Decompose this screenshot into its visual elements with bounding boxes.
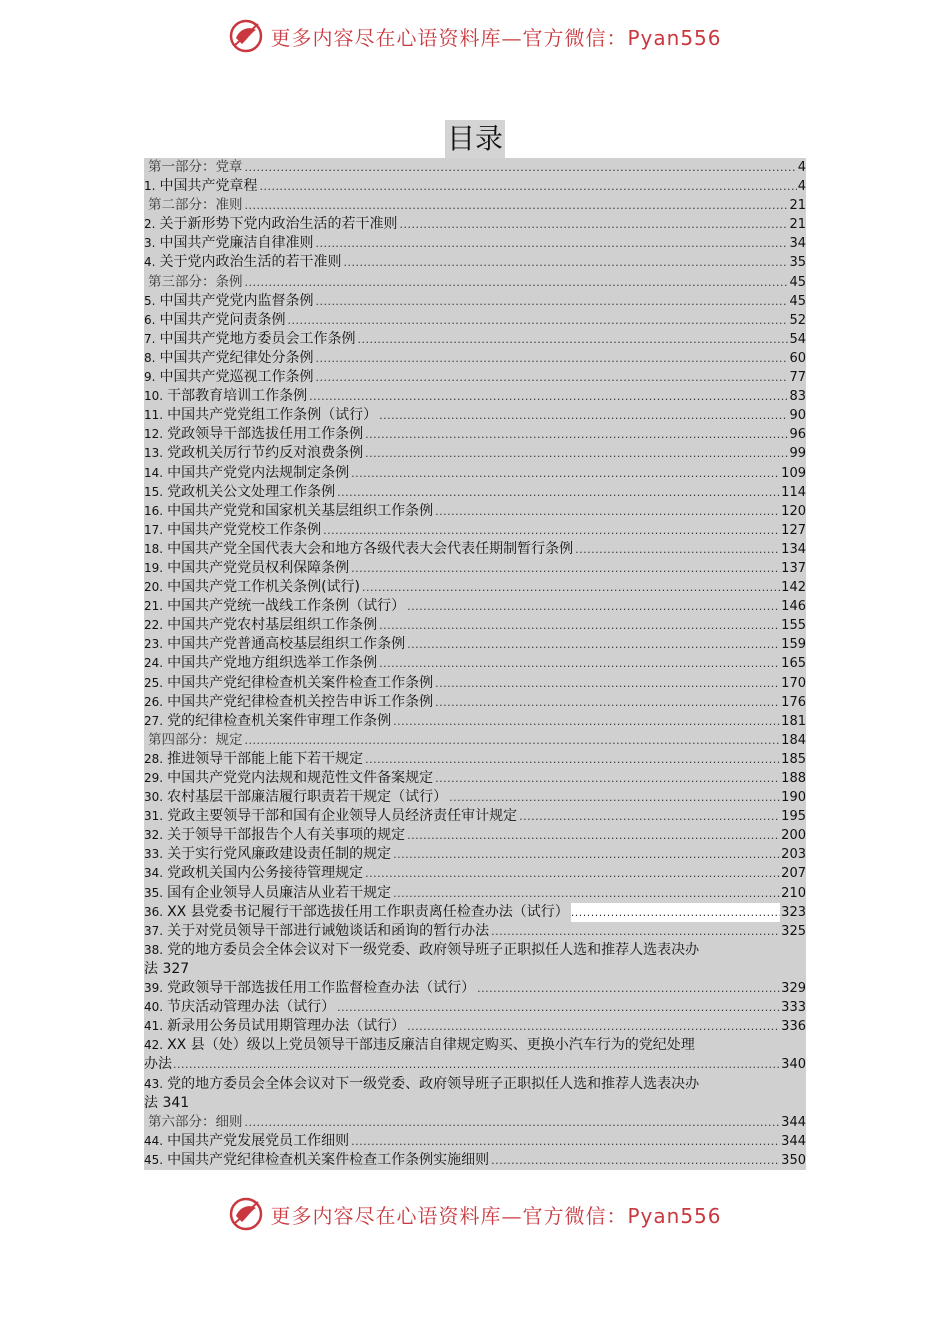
watermark-text: 更多内容尽在心语资料库—官方微信：Pyan556 bbox=[270, 1203, 722, 1228]
toc-entry-page: 185 bbox=[781, 751, 806, 767]
toc-entry-number: 14. bbox=[144, 465, 164, 480]
toc-entry[interactable] bbox=[144, 654, 806, 673]
toc-entry-number: 16. bbox=[144, 503, 164, 518]
toc-entry-page: 142 bbox=[781, 580, 806, 596]
toc-entry-number: 33. bbox=[144, 847, 164, 862]
toc-entry[interactable] bbox=[144, 540, 806, 559]
toc-entry-page: 114 bbox=[781, 484, 806, 500]
toc-entry-number: 27. bbox=[144, 713, 164, 728]
toc-entry-title: 中国共产党纪律检查机关案件检查工作条例 bbox=[167, 674, 434, 691]
toc-entry-title: 关于新形势下党内政治生活的若干准则 bbox=[159, 216, 398, 233]
dot-leader bbox=[407, 826, 780, 845]
toc-entry-title: 中国共产党党内法规制定条例 bbox=[167, 464, 350, 481]
dot-leader bbox=[379, 654, 780, 673]
dot-leader bbox=[393, 884, 780, 903]
toc-entry-number: 43. bbox=[144, 1076, 164, 1091]
toc-entry[interactable] bbox=[144, 922, 806, 941]
toc-entry-page: 188 bbox=[781, 771, 806, 786]
toc-entry-page: 134 bbox=[781, 541, 806, 557]
toc-entry-number: 12. bbox=[144, 427, 164, 442]
toc-entry-number: 17. bbox=[144, 522, 164, 537]
toc-entry-title-continued: 法 341 bbox=[144, 1094, 190, 1111]
toc-entry-title-continued: 办法 bbox=[144, 1056, 172, 1073]
toc-section[interactable] bbox=[144, 273, 806, 292]
toc-entry-number: 34. bbox=[144, 866, 164, 881]
toc-entry[interactable] bbox=[144, 979, 806, 998]
toc-entry-title: 中国共产党党校工作条例 bbox=[167, 521, 322, 538]
toc-entry-title: 党政机关厉行节约反对浪费条例 bbox=[167, 445, 364, 462]
toc-entry[interactable] bbox=[144, 177, 806, 196]
toc-entry-page: 333 bbox=[781, 1000, 806, 1016]
toc-entry-number: 45. bbox=[144, 1152, 164, 1167]
toc-entry[interactable] bbox=[144, 559, 806, 578]
toc-entry-title: XX 县（处）级以上党员领导干部违反廉洁自律规定购买、更换小汽车行为的党纪处理 bbox=[167, 1037, 695, 1054]
toc-entry-title: 中国共产党党员权利保障条例 bbox=[167, 559, 350, 576]
toc-entry-title: 中国共产党廉洁自律准则 bbox=[159, 235, 314, 252]
toc-entry-number: 26. bbox=[144, 694, 164, 709]
dot-leader bbox=[393, 845, 780, 864]
dot-leader bbox=[315, 368, 788, 387]
toc-entry-title: 中国共产党党和国家机关基层组织工作条例 bbox=[167, 502, 434, 519]
toc-entry-title: 推进领导干部能上能下若干规定 bbox=[167, 750, 364, 767]
toc-entry-title: 中国共产党问责条例 bbox=[159, 311, 286, 328]
toc-entry[interactable] bbox=[144, 788, 806, 807]
dot-leader bbox=[315, 292, 788, 311]
toc-entry-page: 35 bbox=[789, 255, 806, 271]
dot-leader bbox=[362, 578, 780, 597]
dot-leader bbox=[351, 559, 780, 578]
dot-leader bbox=[407, 597, 780, 616]
dot-leader bbox=[351, 464, 780, 483]
toc-entry-title: 党的地方委员会全体会议对下一级党委、政府领导班子正职拟任人选和推荐人选表决办 bbox=[167, 941, 700, 958]
toc-entry[interactable] bbox=[144, 292, 806, 311]
toc-entry-page: 181 bbox=[781, 713, 806, 729]
toc-entry-title: 关于对党员领导干部进行诫勉谈话和函询的暂行办法 bbox=[167, 922, 490, 939]
toc-entry[interactable] bbox=[144, 387, 806, 406]
toc-entry-number: 40. bbox=[144, 1000, 164, 1015]
toc-entry[interactable] bbox=[144, 253, 806, 272]
dot-leader bbox=[491, 922, 780, 941]
toc-entry-title: 党政机关公文处理工作条例 bbox=[167, 483, 336, 500]
toc-entry-page: 170 bbox=[781, 675, 806, 691]
dot-leader bbox=[245, 1113, 781, 1132]
toc-entry[interactable] bbox=[144, 750, 806, 769]
toc-entry-page: 21 bbox=[789, 198, 806, 214]
toc-entry[interactable] bbox=[144, 998, 806, 1017]
toc-section[interactable] bbox=[144, 158, 806, 177]
toc-entry[interactable] bbox=[144, 1132, 806, 1151]
toc-entry[interactable] bbox=[144, 941, 806, 979]
toc-entry-title: 干部教育培训工作条例 bbox=[167, 388, 308, 405]
toc-entry-page: 146 bbox=[781, 599, 806, 615]
toc-entry-title: 中国共产党纪律处分条例 bbox=[159, 349, 314, 366]
toc-entry-number: 13. bbox=[144, 446, 164, 461]
toc-entry-number: 5. bbox=[144, 293, 156, 308]
toc-entry-page: 340 bbox=[781, 1057, 806, 1073]
dot-leader bbox=[351, 1132, 780, 1151]
toc-entry-page: 90 bbox=[789, 408, 806, 424]
toc-entry-page: 45 bbox=[789, 293, 806, 309]
toc-entry-title: 中国共产党纪律检查机关控告申诉工作条例 bbox=[167, 693, 434, 710]
toc-entry-page: 195 bbox=[781, 809, 806, 825]
toc-section[interactable] bbox=[144, 196, 806, 215]
dot-leader bbox=[407, 1017, 780, 1036]
toc-entry-title: 农村基层干部廉洁履行职责若干规定（试行） bbox=[167, 789, 448, 806]
toc-entry-page: 184 bbox=[781, 732, 806, 748]
dot-leader bbox=[449, 788, 780, 807]
toc-entry-title: 中国共产党农村基层组织工作条例 bbox=[167, 617, 378, 634]
toc-entry-page: 127 bbox=[781, 522, 806, 538]
toc-entry-page: 4 bbox=[797, 160, 806, 175]
toc-entry-number: 19. bbox=[144, 560, 164, 575]
toc-entry[interactable] bbox=[144, 1075, 806, 1113]
toc-entry-title: 节庆活动管理办法（试行） bbox=[167, 999, 336, 1016]
toc-entry[interactable] bbox=[144, 884, 806, 903]
footer-watermark bbox=[0, 1194, 950, 1234]
dot-leader bbox=[173, 1055, 780, 1074]
toc-entry[interactable] bbox=[144, 864, 806, 883]
toc-entry[interactable] bbox=[144, 1017, 806, 1036]
logo-icon bbox=[228, 1196, 264, 1232]
toc-entry-page: 176 bbox=[781, 694, 806, 710]
toc-entry[interactable] bbox=[144, 368, 806, 387]
toc-entry[interactable] bbox=[144, 311, 806, 330]
toc-section[interactable] bbox=[144, 1113, 806, 1132]
dot-leader bbox=[309, 387, 788, 406]
toc-entry[interactable] bbox=[144, 349, 806, 368]
dot-leader bbox=[323, 521, 780, 540]
toc-entry-title: 中国共产党工作机关条例(试行) bbox=[167, 579, 361, 596]
toc-entry-number: 36. bbox=[144, 904, 164, 919]
dot-leader bbox=[365, 444, 788, 463]
toc-entry-number: 11. bbox=[144, 408, 164, 423]
toc-entry-number: 39. bbox=[144, 981, 164, 996]
toc-entry[interactable] bbox=[144, 807, 806, 826]
toc-entry-page: 207 bbox=[781, 866, 806, 882]
toc-entry-page: 159 bbox=[781, 637, 806, 653]
toc-entry[interactable] bbox=[144, 674, 806, 693]
table-of-contents bbox=[144, 158, 806, 1170]
dot-leader bbox=[315, 234, 788, 253]
toc-entry-page: 323 bbox=[781, 904, 806, 920]
toc-entry-page: 329 bbox=[781, 981, 806, 997]
dot-leader bbox=[379, 406, 788, 425]
toc-entry-number: 28. bbox=[144, 751, 164, 766]
dot-leader bbox=[407, 635, 780, 654]
toc-entry-page: 336 bbox=[781, 1019, 806, 1035]
toc-entry-title: 关于领导干部报告个人有关事项的规定 bbox=[167, 827, 406, 844]
toc-entry-page: 203 bbox=[781, 847, 806, 863]
toc-entry-page: 120 bbox=[781, 503, 806, 519]
toc-entry-page: 21 bbox=[789, 217, 806, 233]
toc-entry[interactable] bbox=[144, 521, 806, 540]
toc-entry-number: 8. bbox=[144, 350, 156, 365]
dot-leader bbox=[379, 616, 780, 635]
toc-entry[interactable] bbox=[144, 712, 806, 731]
toc-entry-title: 党的纪律检查机关案件审理工作条例 bbox=[167, 712, 392, 729]
dot-leader bbox=[259, 177, 796, 196]
toc-entry-title: 中国共产党全国代表大会和地方各级代表大会代表任期制暂行条例 bbox=[167, 540, 574, 557]
toc-entry-title: 中国共产党巡视工作条例 bbox=[159, 369, 314, 386]
toc-entry[interactable] bbox=[144, 1151, 806, 1170]
toc-entry-number: 9. bbox=[144, 370, 156, 385]
toc-entry-page: 137 bbox=[781, 560, 806, 576]
dot-leader bbox=[399, 215, 788, 234]
toc-entry-title: 中国共产党党内法规和规范性文件备案规定 bbox=[167, 770, 434, 786]
toc-entry-number: 6. bbox=[144, 312, 156, 327]
toc-entry-page: 96 bbox=[789, 427, 806, 443]
toc-entry-title: 党的地方委员会全体会议对下一级党委、政府领导班子正职拟任人选和推荐人选表决办 bbox=[167, 1075, 700, 1092]
logo-icon bbox=[228, 18, 264, 54]
toc-entry-title: 新录用公务员试用期管理办法（试行） bbox=[167, 1018, 406, 1035]
toc-entry-page: 350 bbox=[781, 1152, 806, 1168]
dot-leader bbox=[365, 750, 780, 769]
toc-entry-page: 34 bbox=[789, 236, 806, 252]
toc-entry-number: 20. bbox=[144, 580, 164, 595]
toc-entry[interactable] bbox=[144, 578, 806, 597]
toc-entry-number: 38. bbox=[144, 942, 164, 957]
toc-entry-number: 23. bbox=[144, 637, 164, 652]
toc-entry-title: 中国共产党统一战线工作条例（试行） bbox=[167, 598, 406, 615]
toc-entry[interactable] bbox=[144, 769, 806, 788]
toc-entry-page: 325 bbox=[781, 923, 806, 939]
toc-entry[interactable] bbox=[144, 406, 806, 425]
toc-entry-page: 155 bbox=[781, 618, 806, 634]
toc-entry-title: 党政领导干部选拔任用工作监督检查办法（试行） bbox=[167, 980, 476, 997]
toc-entry-number: 25. bbox=[144, 675, 164, 690]
toc-entry-number: 2. bbox=[144, 217, 156, 232]
toc-entry[interactable] bbox=[144, 693, 806, 712]
toc-entry-number: 32. bbox=[144, 828, 164, 843]
toc-entry[interactable] bbox=[144, 444, 806, 463]
toc-entry-number: 41. bbox=[144, 1019, 164, 1034]
dot-leader bbox=[245, 731, 781, 750]
toc-entry[interactable] bbox=[144, 826, 806, 845]
toc-entry-number: 44. bbox=[144, 1133, 164, 1148]
toc-entry-number: 31. bbox=[144, 809, 164, 824]
toc-entry-page: 344 bbox=[781, 1133, 806, 1149]
toc-entry-number: 7. bbox=[144, 331, 156, 346]
toc-entry[interactable] bbox=[144, 215, 806, 234]
dot-leader bbox=[571, 903, 780, 922]
toc-entry[interactable] bbox=[144, 425, 806, 444]
toc-entry-title: 中国共产党地方委员会工作条例 bbox=[159, 330, 356, 347]
toc-entry-page: 83 bbox=[789, 389, 806, 405]
dot-leader bbox=[315, 349, 788, 368]
dot-leader bbox=[435, 693, 780, 712]
toc-entry-number: 10. bbox=[144, 389, 164, 404]
toc-entry[interactable] bbox=[144, 502, 806, 521]
toc-entry-page: 190 bbox=[781, 790, 806, 806]
toc-section-title: 第二部分：准则 bbox=[148, 197, 243, 214]
toc-entry-title: 中国共产党党内监督条例 bbox=[159, 292, 314, 309]
dot-leader bbox=[575, 540, 780, 559]
toc-section-title: 第四部分：规定 bbox=[148, 731, 243, 748]
toc-entry[interactable] bbox=[144, 635, 806, 654]
toc-entry-number: 30. bbox=[144, 790, 164, 805]
toc-entry-title: 关于实行党风廉政建设责任制的规定 bbox=[167, 846, 392, 863]
toc-entry-number: 1. bbox=[144, 179, 156, 194]
toc-entry-page: 45 bbox=[789, 274, 806, 290]
dot-leader bbox=[337, 483, 780, 502]
toc-entry-title: 中国共产党发展党员工作细则 bbox=[167, 1132, 350, 1149]
toc-entry[interactable] bbox=[144, 234, 806, 253]
toc-entry-title: 中国共产党党组工作条例（试行） bbox=[167, 407, 378, 424]
toc-entry-page: 165 bbox=[781, 656, 806, 672]
toc-entry[interactable] bbox=[144, 1036, 806, 1074]
dot-leader bbox=[357, 330, 788, 349]
toc-entry-number: 21. bbox=[144, 599, 164, 614]
toc-entry[interactable] bbox=[144, 330, 806, 349]
header-watermark bbox=[0, 16, 950, 56]
toc-entry[interactable] bbox=[144, 464, 806, 483]
toc-entry-page: 4 bbox=[797, 179, 806, 195]
page-title: 目录 bbox=[0, 120, 950, 158]
dot-leader bbox=[287, 311, 788, 330]
toc-section[interactable] bbox=[144, 731, 806, 750]
toc-entry-number: 42. bbox=[144, 1038, 164, 1053]
toc-entry-title: 中国共产党章程 bbox=[159, 178, 258, 195]
dot-leader bbox=[435, 502, 780, 521]
toc-entry-number: 35. bbox=[144, 885, 164, 900]
toc-entry-number: 22. bbox=[144, 618, 164, 633]
dot-leader bbox=[365, 864, 780, 883]
toc-entry-title: 关于党内政治生活的若干准则 bbox=[159, 254, 342, 271]
dot-leader bbox=[245, 158, 797, 177]
toc-entry-title: XX 县党委书记履行干部选拔任用工作职责离任检查办法（试行） bbox=[167, 903, 569, 920]
toc-entry-number: 29. bbox=[144, 771, 164, 785]
dot-leader bbox=[245, 273, 789, 292]
toc-entry[interactable] bbox=[144, 483, 806, 502]
toc-section-title: 第三部分：条例 bbox=[148, 273, 243, 290]
dot-leader bbox=[245, 196, 789, 215]
toc-entry-title: 党政机关国内公务接待管理规定 bbox=[167, 865, 364, 882]
dot-leader bbox=[477, 979, 780, 998]
toc-entry-page: 109 bbox=[781, 465, 806, 481]
toc-entry-page: 77 bbox=[789, 370, 806, 386]
toc-entry-title: 中国共产党纪律检查机关案件检查工作条例实施细则 bbox=[167, 1151, 490, 1168]
toc-entry-title: 国有企业领导人员廉洁从业若干规定 bbox=[167, 884, 392, 901]
dot-leader bbox=[519, 807, 780, 826]
dot-leader bbox=[435, 674, 780, 693]
toc-entry[interactable] bbox=[144, 903, 806, 922]
toc-entry-number: 24. bbox=[144, 656, 164, 671]
toc-entry-number: 15. bbox=[144, 484, 164, 499]
toc-entry-title: 中国共产党普通高校基层组织工作条例 bbox=[167, 636, 406, 653]
toc-entry-page: 60 bbox=[789, 350, 806, 366]
toc-entry-number: 18. bbox=[144, 541, 164, 556]
toc-entry[interactable] bbox=[144, 616, 806, 635]
toc-entry-page: 99 bbox=[789, 446, 806, 462]
toc-entry-number: 3. bbox=[144, 236, 156, 251]
dot-leader bbox=[365, 425, 788, 444]
toc-section-title: 第一部分：党章 bbox=[148, 159, 243, 175]
toc-entry-page: 52 bbox=[789, 312, 806, 328]
watermark-text: 更多内容尽在心语资料库—官方微信：Pyan556 bbox=[270, 25, 722, 50]
toc-entry[interactable] bbox=[144, 597, 806, 616]
toc-section-title: 第六部分：细则 bbox=[148, 1113, 243, 1130]
toc-entry-title: 党政主要领导干部和国有企业领导人员经济责任审计规定 bbox=[167, 808, 518, 825]
toc-entry-page: 344 bbox=[781, 1114, 806, 1130]
toc-entry-number: 4. bbox=[144, 255, 156, 270]
toc-entry-page: 210 bbox=[781, 885, 806, 901]
toc-entry-page: 54 bbox=[789, 331, 806, 347]
toc-entry-title: 党政领导干部选拔任用工作条例 bbox=[167, 426, 364, 443]
dot-leader bbox=[435, 769, 780, 788]
toc-entry-page: 200 bbox=[781, 828, 806, 844]
toc-entry[interactable] bbox=[144, 845, 806, 864]
toc-entry-title-continued: 法 327 bbox=[144, 960, 190, 977]
dot-leader bbox=[337, 998, 780, 1017]
dot-leader bbox=[393, 712, 780, 731]
toc-entry-number: 37. bbox=[144, 923, 164, 938]
dot-leader bbox=[343, 253, 788, 272]
dot-leader bbox=[491, 1151, 780, 1170]
toc-entry-title: 中国共产党地方组织选举工作条例 bbox=[167, 655, 378, 672]
